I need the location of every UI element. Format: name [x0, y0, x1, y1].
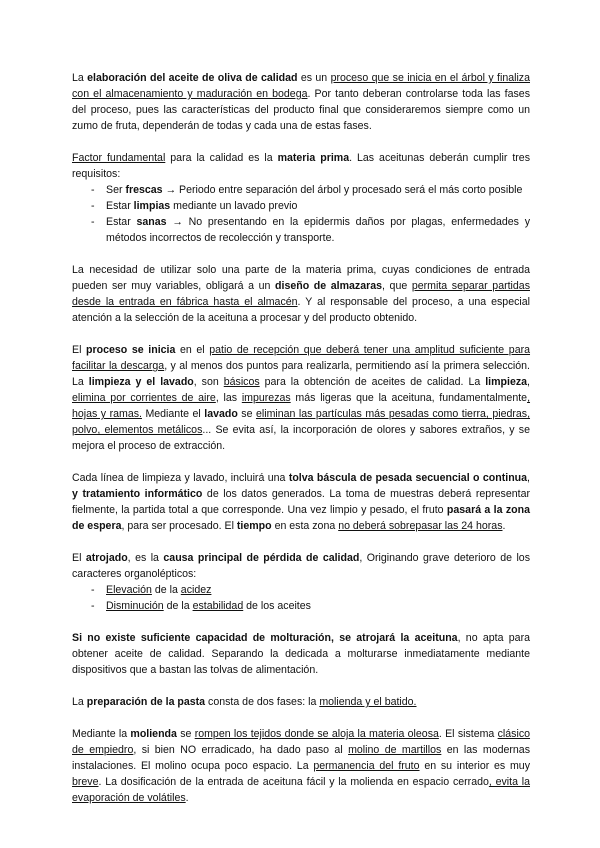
document-page: [72, 70, 530, 822]
list-item: - Estar sanas → No presentando en la epidermis daños por plagas, enfermedades y métodos incorrectos de recolección y transporte.: [72, 214, 530, 246]
paragraph-materia-prima: Factor fundamental para la calidad es la materia prima. Las aceitunas deberán cumplir tres requisitos:: [72, 152, 530, 180]
effects-list: [72, 582, 530, 614]
list-item: - Ser frescas → Periodo entre separación del árbol y procesado será el más corto posible: [72, 182, 530, 198]
paragraph-almazaras: La necesidad de utilizar solo una parte de la materia prima, cuyas condiciones de entrada pueden ser muy variables, obligará a un diseño de almazaras, que permita separar partidas desde la entrada en fábrica hasta el almacén. Y al responsable del proceso, a una especial atención a la selección de la aceituna a procesar y del producto obtenido.: [72, 264, 530, 324]
paragraph-bascula: Cada línea de limpieza y lavado, incluirá una tolva báscula de pesada secuencial o continua, y tratamiento informático de los datos generados. La toma de muestras deberá representar fielmente, la partida total a que corresponde. Una vez limpio y pesado, el fruto pasará a la zona de espera, para ser procesado. El tiempo en esta zona no deberá sobrepasar las 24 horas.: [72, 472, 530, 532]
paragraph-limpieza: El proceso se inicia en el patio de recepción que deberá tener una amplitud suficiente para facilitar la descarga, y al menos dos puntos para realizarla, permitiendo así la primera selección. La limpieza y el lavado, son básicos para la obtención de aceites de calidad. La limpieza, elimina por corrientes de aire, las impurezas más ligeras que la aceituna, fundamentalmente, hojas y ramas. Mediante el lavado se eliminan las partículas más pesadas como tierra, piedras, polvo, elementos metálicos... Se evita así, la incorporación de olores y sabores extraños, y se mejora el proceso de extracción.: [72, 344, 531, 452]
list-item: - Elevación de la acidez: [72, 582, 530, 598]
paragraph-molturacion: Si no existe suficiente capacidad de molturación, se atrojará la aceituna, no apta para obtener aceite de calidad. Separando la dedicada a molturarse inmediatamente mediante dispositivos que a bastan las tolvas de alimentación.: [72, 632, 530, 676]
paragraph-molienda: Mediante la molienda se rompen los tejidos donde se aloja la materia oleosa. El sistema clásico de empiedro, si bien NO erradicado, ha dado paso al molino de martillos en las modernas instalaciones. El molino ocupa poco espacio. La permanencia del fruto en su interior es muy breve. La dosificación de la entrada de aceituna fácil y la molienda en espacio cerrado, evita la evaporación de volátiles.: [72, 728, 531, 804]
paragraph-intro: La elaboración del aceite de oliva de calidad es un proceso que se inicia en el árbol y finaliza con el almacenamiento y maduración en bodega. Por tanto deberan controlarse toda las fases del proceso, pues las características del producto final que consideraremos siempre como un zumo de fruta, dependerán de todas y cada una de estas fases.: [72, 72, 530, 132]
list-item: - Disminución de la estabilidad de los aceites: [72, 598, 530, 614]
requirements-list: [72, 182, 530, 246]
list-item: - Estar limpias mediante un lavado previo: [72, 198, 530, 214]
paragraph-atrojado: El atrojado, es la causa principal de pérdida de calidad, Originando grave deterioro de los caracteres organolépticos:: [72, 552, 530, 580]
paragraph-preparacion: La preparación de la pasta consta de dos fases: la molienda y el batido.: [72, 696, 417, 708]
